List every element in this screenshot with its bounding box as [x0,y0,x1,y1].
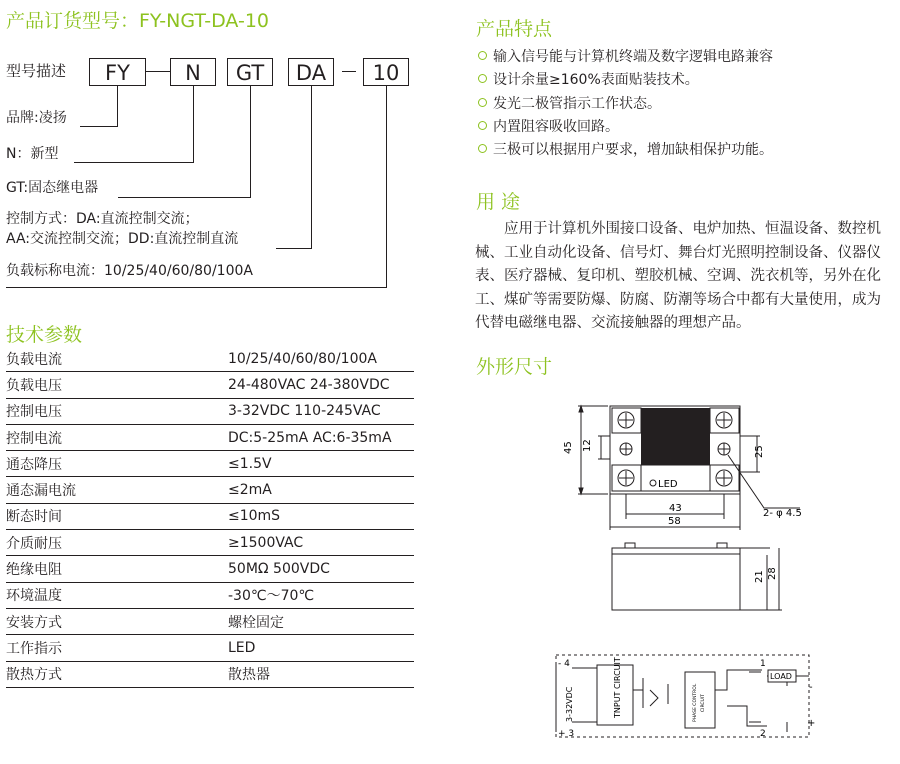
vdc-label: 3-32VDC [565,686,574,722]
dim-58: 58 [668,516,681,527]
model-box-gt: GT [227,58,273,86]
dim-28: 28 [767,567,778,580]
param-name: 环境温度 [6,582,228,608]
model-box-fy: FY [89,58,146,86]
feature-text: 内置阻容吸收回路。 [493,118,619,135]
pin-1: 1 [760,659,766,669]
param-name: 绝缘电阻 [6,556,228,582]
relay-side-view [612,548,740,610]
desc-control-1: 控制方式：DA:直流控制交流； [6,211,199,227]
dim-25: 25 [754,445,765,458]
usage-text: 应用于计算机外围接口设备、电炉加热、恒温设备、数控机械、工业自动化设备、信号灯、舞台灯光照明控制设备、仪器仪表、医疗器械、复印机、塑胶机械、空调、洗衣机等，另外在化工、煤矿等需要防爆、防腐、防潮等场合中都有大量使用，成为代替电磁继电器、交流接触器的理想产品。 [475,221,881,331]
param-value: LED [228,635,414,661]
input-circuit-label: TNPUT CIRCUIT [613,657,622,718]
dim-43: 43 [669,503,682,514]
param-value: 3-32VDC 110-245VAC [228,398,414,424]
dim-hole: 2- φ 4.5 [763,508,802,519]
param-name: 散热方式 [6,661,228,687]
param-value: ≤1.5V [228,451,414,477]
param-name: 介质耐压 [6,530,228,556]
desc-brand: 品牌:凌扬 [6,110,67,126]
dim-12: 12 [582,439,593,452]
param-name: 通态漏电流 [6,477,228,503]
param-value: ≤2mA [228,477,414,503]
model-box-n: N [170,58,216,86]
param-name: 工作指示 [6,635,228,661]
param-name: 安装方式 [6,608,228,634]
param-name: 通态降压 [6,451,228,477]
params-title: 技术参数 [6,324,83,346]
param-value: 散热器 [228,661,414,687]
param-name: 负载电压 [6,372,228,398]
usage-title: 用 途 [476,191,521,213]
feature-text: 三极可以根据用户要求，增加缺相保护功能。 [493,142,773,159]
desc-current: 负载标称电流：10/25/40/60/80/100A [6,263,253,279]
desc-new: N：新型 [6,146,59,162]
load-minus: - [809,682,813,693]
param-value: 10/25/40/60/80/100A [228,346,414,372]
model-box-da: DA [288,58,334,86]
pin-4: - 4 [558,659,570,669]
param-value: 螺栓固定 [228,608,414,634]
param-name: 控制电流 [6,424,228,450]
load-plus: + [807,718,816,729]
model-box-current: 10 [363,58,409,86]
param-value: ≥1500VAC [228,530,414,556]
led-label: LED [658,479,678,490]
param-name: 断态时间 [6,503,228,529]
circuit-frame [556,655,809,737]
param-name: 控制电压 [6,398,228,424]
feature-text: 设计余量≥160%表面贴装技术。 [493,72,699,89]
dim-45: 45 [563,441,574,454]
feature-text: 输入信号能与计算机终端及数字逻辑电路兼容 [493,49,773,65]
param-value: 24-480VAC 24-380VDC [228,372,414,398]
features-title: 产品特点 [476,18,553,40]
param-value: -30℃～70℃ [228,582,414,608]
desc-control-2: AA:交流控制交流；DD:直流控制直流 [6,231,239,247]
dim-21: 21 [754,570,765,583]
feature-text: 发光二极管指示工作状态。 [493,95,661,112]
param-value: DC:5-25mA AC:6-35mA [228,424,414,450]
dims-title: 外形尺寸 [476,356,553,378]
order-title: 产品订货型号：FY-NGT-DA-10 [6,10,270,32]
pin-2: 2 [760,729,766,739]
param-value: ≤10mS [228,503,414,529]
desc-gt: GT:固态继电器 [6,180,99,196]
pin-3: + 3 [558,729,575,739]
phase-label-2: CIRCUIT [701,694,706,712]
load-label: LOAD [770,672,792,681]
param-value: 50MΩ 500VDC [228,556,414,582]
phase-label-1: PHASE CONTROL [693,683,698,722]
param-name: 负载电流 [6,346,228,372]
model-label: 型号描述 [6,62,67,80]
